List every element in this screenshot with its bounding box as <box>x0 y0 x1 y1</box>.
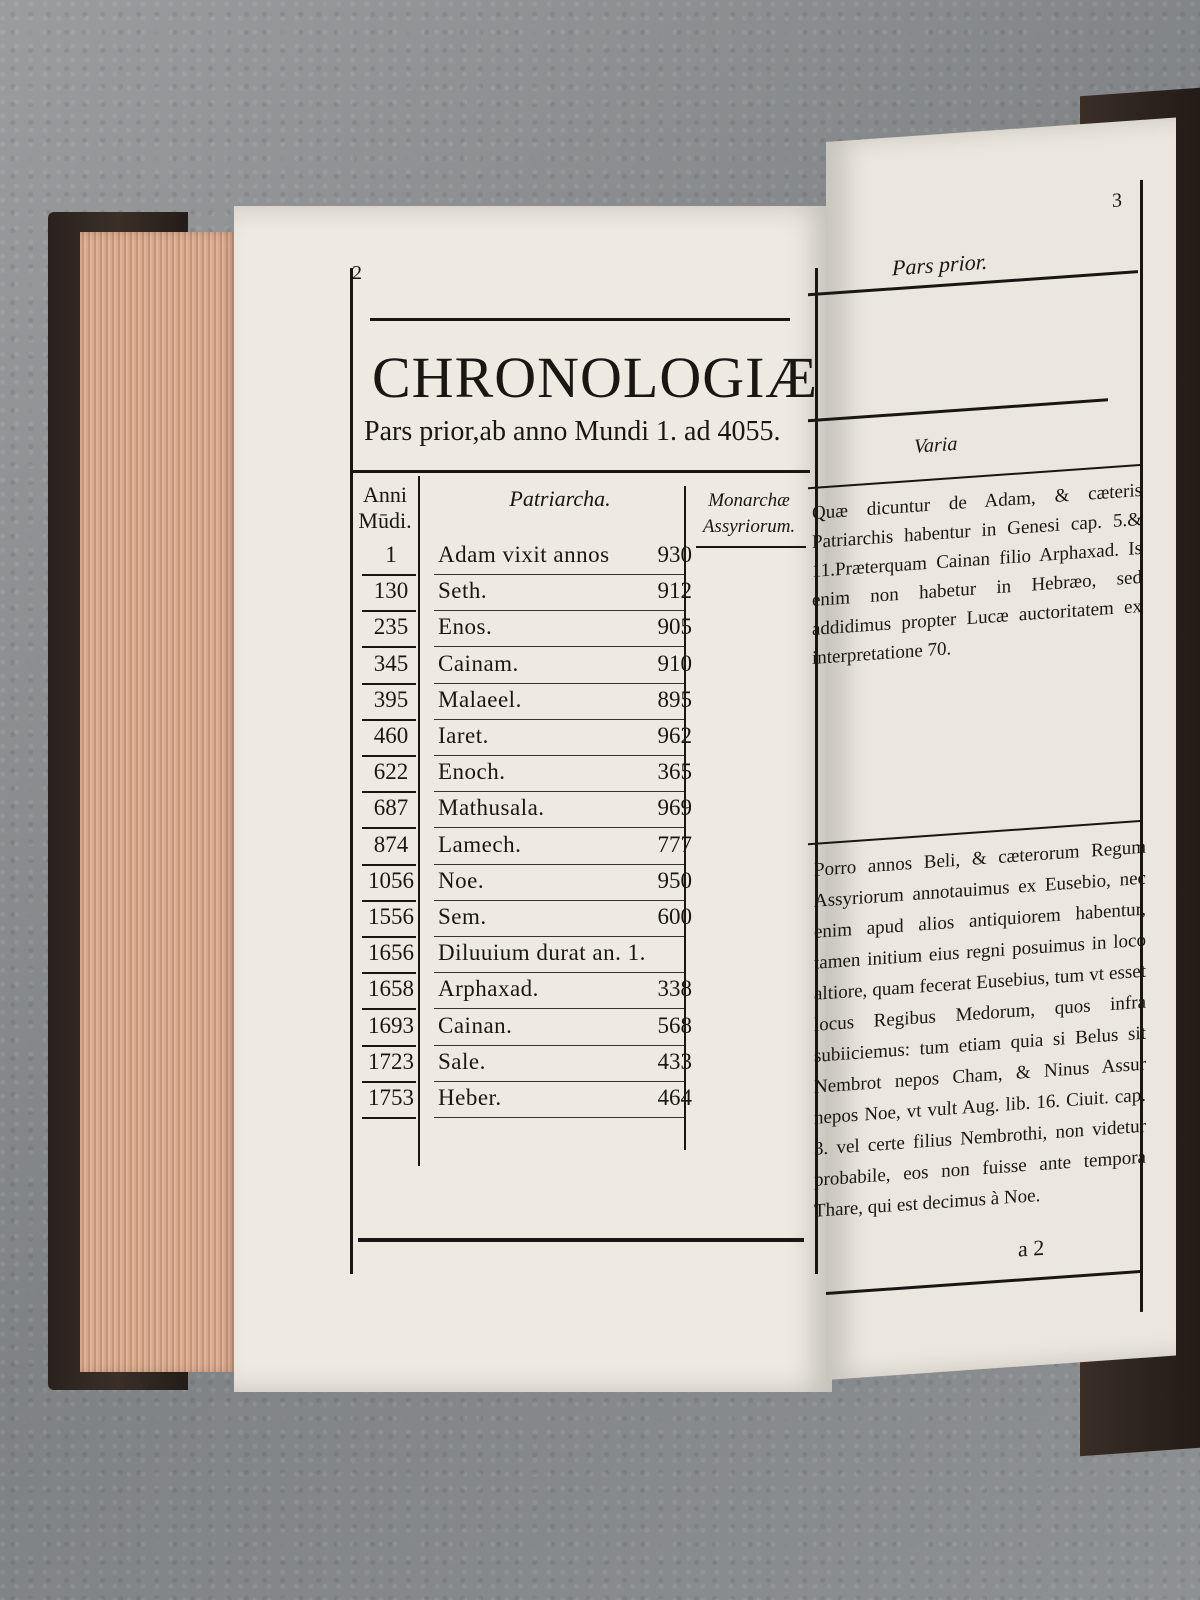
year-cell: 1753 <box>368 1085 414 1110</box>
right-rule-2 <box>808 398 1108 422</box>
year-underline <box>362 574 416 576</box>
table-row <box>362 976 692 1012</box>
year-underline <box>362 972 416 974</box>
years-lived-cell: 338 <box>657 976 692 1002</box>
patriarch-name-cell: Lamech. <box>438 831 522 857</box>
row-underline <box>434 791 684 792</box>
right-bottom-rule <box>826 1270 1142 1295</box>
patriarch-name-cell: Noe. <box>438 867 485 893</box>
patriarch-name-cell: Cainam. <box>438 650 519 676</box>
year-cell: 1693 <box>368 1012 414 1038</box>
year-underline <box>362 1045 416 1047</box>
table-row <box>362 1085 692 1121</box>
year-cell: 395 <box>373 686 409 712</box>
year-cell: 622 <box>373 759 409 785</box>
year-cell: 687 <box>373 795 409 821</box>
year-cell: 345 <box>373 650 409 676</box>
patriarch-name-cell: Sem. <box>438 904 487 929</box>
patriarch-name-cell: Seth. <box>438 578 488 604</box>
patriarch-name-cell: Arphaxad. <box>438 976 539 1002</box>
patriarch-name-cell: Enos. <box>438 614 493 640</box>
year-underline <box>362 936 416 938</box>
year-underline <box>362 610 416 612</box>
table-row <box>362 832 692 868</box>
row-underline <box>434 936 684 937</box>
years-lived-cell: 464 <box>657 1085 692 1110</box>
table-row <box>362 940 692 976</box>
table-row <box>362 723 692 759</box>
year-cell: 130 <box>373 578 409 604</box>
year-underline <box>362 900 416 902</box>
right-page-number: 3 <box>1112 189 1122 213</box>
years-lived-cell: 910 <box>657 650 692 676</box>
year-underline <box>362 683 416 685</box>
row-underline <box>434 683 684 684</box>
table-row <box>362 578 692 614</box>
top-rule <box>370 318 790 321</box>
years-lived-cell: 777 <box>657 831 692 857</box>
row-underline <box>434 827 684 828</box>
right-page-content <box>812 118 1166 1382</box>
year-underline <box>362 755 416 757</box>
years-lived-cell: 365 <box>657 759 692 785</box>
row-underline <box>434 1081 684 1082</box>
year-underline <box>362 791 416 793</box>
year-underline <box>362 1081 416 1083</box>
row-underline <box>434 900 684 901</box>
table-row <box>362 795 692 831</box>
year-underline <box>362 827 416 829</box>
patriarch-name-cell: Diluuium durat an. 1. <box>438 940 646 966</box>
right-running-header: Pars prior. <box>892 248 988 281</box>
patriarch-name-cell: Malaeel. <box>438 686 522 712</box>
years-lived-cell: 912 <box>657 578 692 604</box>
patriarch-name-cell: Mathusala. <box>438 795 545 821</box>
signature-mark: a 2 <box>1018 1234 1045 1262</box>
year-underline <box>362 1008 416 1010</box>
year-cell: 1658 <box>368 976 414 1002</box>
varia-paragraph: Quæ dicuntur de Adam, & cæteris Patriarchis habentur in Genesi cap. 5.& 11.Præterquam Cainan filio Arphaxad. Is enim non habetur in Hebræo, sed addidimus propter Lucæ auctoritatem ex interpretatione 70. <box>812 479 1142 669</box>
row-underline <box>434 574 684 575</box>
table-bottom-rule <box>358 1238 804 1242</box>
row-underline <box>434 610 684 611</box>
year-cell: 235 <box>373 614 409 640</box>
years-lived-cell: 568 <box>657 1012 692 1038</box>
page-subtitle: Pars prior,ab anno Mundi 1. ad 4055. <box>364 416 781 447</box>
assyrian-paragraph: Porro annos Beli, & cæterorum Regum Assyriorum annotauimus ex Eusebio, nec enim apud alios antiquiorem habentur, tamen initium eius regni posuimus in loco altiore, quam fecerat Eusebius, tum vt esset locus Regibus Medorum, quos infra subiiciemus: tum etiam quia si Belus sit Nembrot nepos Cham, & Ninus Assur nepos Noe, vt vult Aug. lib. 16. Ciuit. cap. 3. vel certe filius Nembrothi, non videtur probabile, eos non fuisse ante tempora Thare, qui est decimus à Noe. <box>814 836 1146 1222</box>
table-row <box>362 868 692 904</box>
year-cell: 1723 <box>368 1048 414 1074</box>
row-underline <box>434 1008 684 1009</box>
table-row <box>362 542 692 578</box>
year-underline <box>362 864 416 866</box>
years-lived-cell: 969 <box>657 795 692 821</box>
header-monarchae: Monarchæ Assyriorum. <box>702 490 796 537</box>
table-row <box>362 904 692 940</box>
years-lived-cell: 930 <box>657 542 692 567</box>
row-underline <box>434 972 684 973</box>
page-title: CHRONOLOGIÆ <box>372 345 818 410</box>
left-page-number: 2 <box>352 262 362 284</box>
row-underline <box>434 755 684 756</box>
header-anni: Anni Mūdi. <box>358 482 412 533</box>
header-patriarcha: Patriarcha. <box>509 486 611 511</box>
row-underline <box>434 719 684 720</box>
patriarch-name-cell: Enoch. <box>438 759 506 785</box>
year-underline <box>362 646 416 648</box>
patriarch-name-cell: Adam vixit annos <box>438 542 610 567</box>
table-top-rule <box>352 470 810 473</box>
header-rule <box>696 546 806 548</box>
page-edges <box>80 232 238 1372</box>
row-underline <box>434 1045 684 1046</box>
year-cell: 1556 <box>368 904 414 929</box>
years-lived-cell: 905 <box>657 614 692 640</box>
year-underline <box>362 1117 416 1119</box>
years-lived-cell: 962 <box>657 723 692 748</box>
patriarch-name-cell: Cainan. <box>438 1012 513 1038</box>
year-cell: 874 <box>373 831 409 857</box>
table-row <box>362 651 692 687</box>
table-row <box>362 1013 692 1049</box>
year-cell: 1056 <box>368 867 414 893</box>
year-underline <box>362 719 416 721</box>
row-underline <box>434 646 684 647</box>
year-cell: 460 <box>373 723 409 748</box>
table-row <box>362 687 692 723</box>
varia-heading: Varia <box>914 432 958 458</box>
patriarch-name-cell: Heber. <box>438 1085 502 1110</box>
year-cell: 1656 <box>368 940 414 966</box>
years-lived-cell: 600 <box>657 904 692 929</box>
years-lived-cell: 895 <box>657 686 692 712</box>
row-underline <box>434 1117 684 1118</box>
year-cell: 1 <box>385 542 397 567</box>
table-row <box>362 1049 692 1085</box>
table-row <box>362 614 692 650</box>
row-underline <box>434 864 684 865</box>
patriarch-name-cell: Sale. <box>438 1048 486 1074</box>
years-lived-cell: 433 <box>657 1048 692 1074</box>
patriarch-name-cell: Iaret. <box>438 723 489 748</box>
years-lived-cell: 950 <box>657 867 692 893</box>
table-row <box>362 759 692 795</box>
